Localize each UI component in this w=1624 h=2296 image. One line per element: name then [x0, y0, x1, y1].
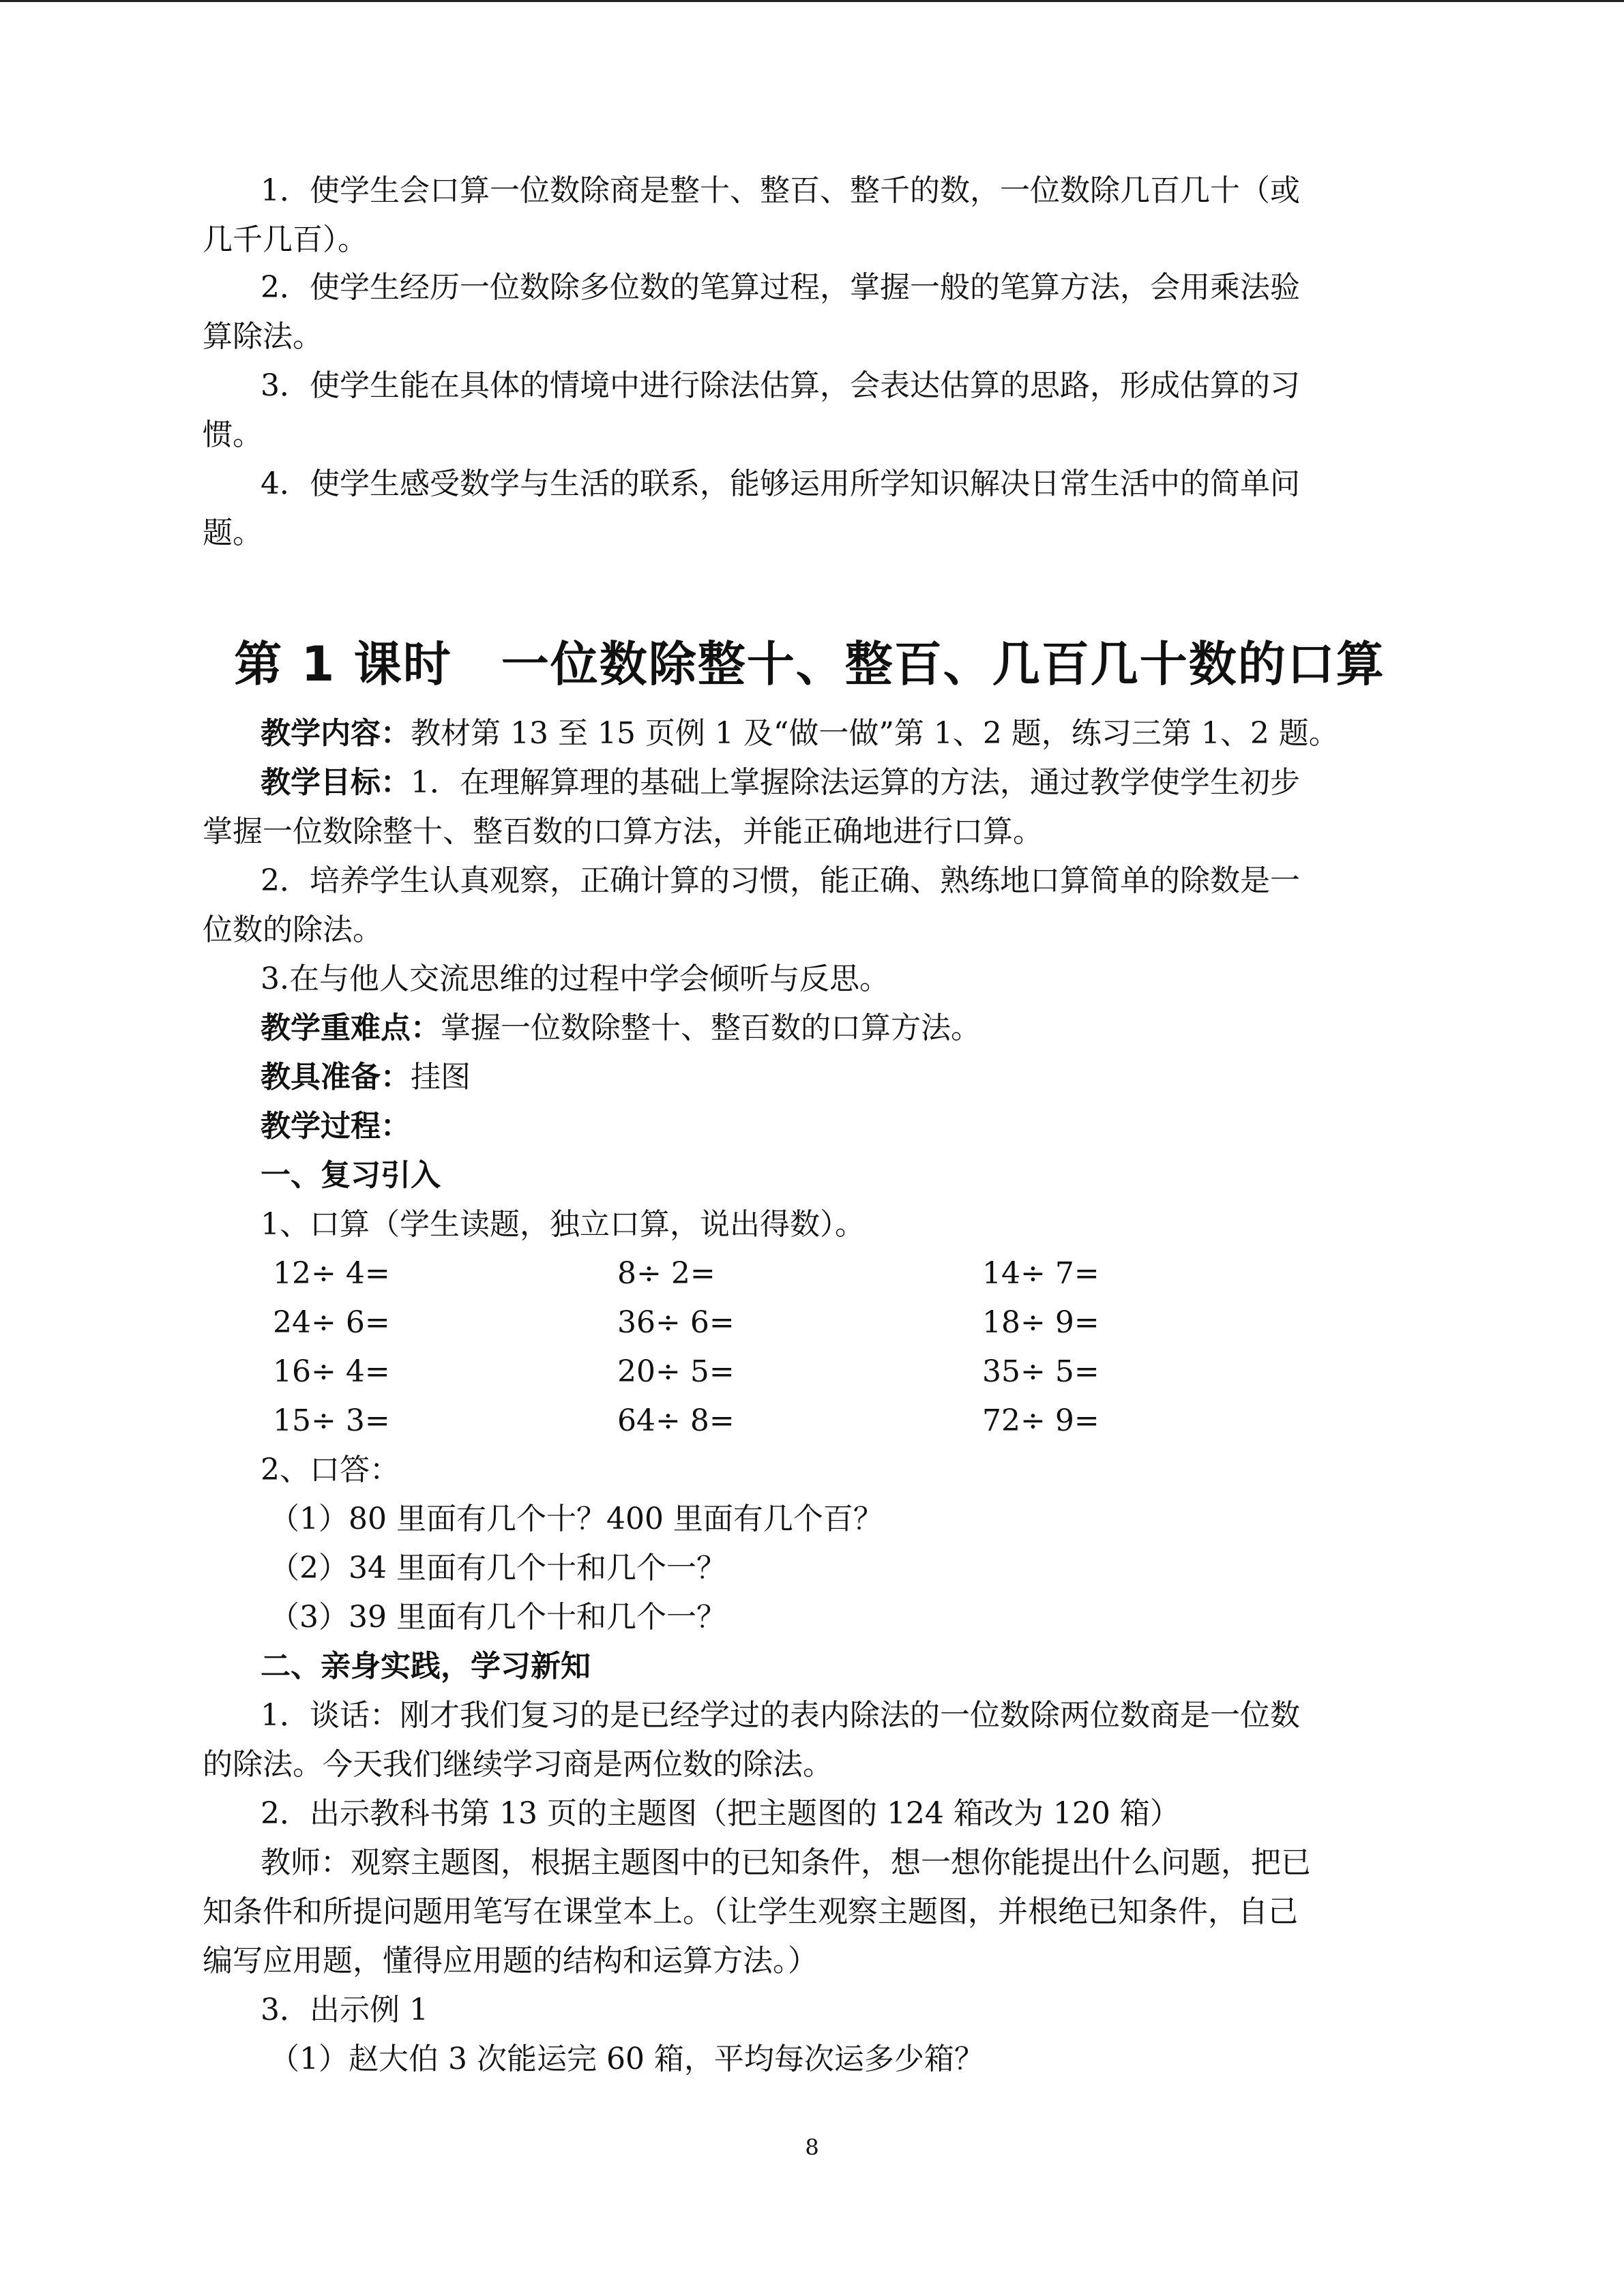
oral-answer-item: （3）39 里面有几个十和几个一？ — [269, 1600, 726, 1635]
key-points — [261, 1004, 1475, 1053]
objective-3-cont: 惯。 — [203, 417, 263, 452]
calc-item: 12÷ 4= — [273, 1256, 390, 1291]
tools-label: 教具准备： — [261, 1060, 411, 1094]
oral-answer-item: （1）80 里面有几个十？400 里面有几个百？ — [269, 1502, 883, 1536]
calc-item: 16÷ 4= — [273, 1354, 390, 1389]
objective-1-cont: 几千几百）。 — [203, 222, 368, 257]
show-theme: 2．出示教科书第 13 页的主题图（把主题图的 124 箱改为 120 箱） — [261, 1796, 1180, 1831]
teaching-goals-line1-cont: 掌握一位数除整十、整百数的口算方法，并能正确地进行口算。 — [203, 814, 1043, 849]
teacher-line-cont: 知条件和所提问题用笔写在课堂本上。（让学生观察主题图，并根绝已知条件，自己 — [203, 1894, 1298, 1929]
oral-calc-intro: 1、口算（学生读题，独立口算，说出得数）。 — [261, 1207, 865, 1242]
teacher-line-cont: 编写应用题，懂得应用题的结构和运算方法。） — [203, 1943, 818, 1978]
calc-item: 24÷ 6= — [273, 1305, 390, 1340]
calc-item: 64÷ 8= — [617, 1403, 735, 1438]
tools — [261, 1053, 1475, 1102]
objective-2: 2．使学生经历一位数除多位数的笔算过程，掌握一般的笔算方法，会用乘法验 — [261, 270, 1300, 305]
teacher-line: 教师：观察主题图，根据主题图中的已知条件，想一想你能提出什么问题，把已 — [261, 1845, 1311, 1880]
talk-line: 1．谈话：刚才我们复习的是已经学过的表内除法的一位数除两位数商是一位数 — [261, 1698, 1300, 1733]
process-label: 教学过程： — [261, 1109, 411, 1144]
oral-answer-label: 2、口答： — [261, 1452, 400, 1487]
calc-item: 14÷ 7= — [982, 1256, 1099, 1291]
oral-answer-item: （2）34 里面有几个十和几个一？ — [269, 1551, 726, 1585]
page-number: 8 — [805, 2134, 819, 2160]
tools-text: 挂图 — [411, 1060, 471, 1094]
calc-item: 36÷ 6= — [617, 1305, 735, 1340]
teaching-content — [261, 709, 1475, 758]
objective-4: 4．使学生感受数学与生活的联系，能够运用所学知识解决日常生活中的简单问 — [261, 466, 1300, 501]
teaching-goals — [261, 758, 1475, 807]
teaching-goals-line2-cont: 位数的除法。 — [203, 912, 383, 947]
section-practice: 二、亲身实践，学习新知 — [261, 1649, 591, 1684]
example-label: 3．出示例 1 — [261, 1993, 428, 2027]
teaching-content-text: 教材第 13 至 15 页例 1 及“做一做”第 1、2 题，练习三第 1、2 题。 — [411, 716, 1339, 751]
talk-line-cont: 的除法。今天我们继续学习商是两位数的除法。 — [203, 1747, 833, 1782]
section-review: 一、复习引入 — [261, 1158, 441, 1193]
lesson-title: 第 1 课时 一位数除整十、整百、几百几十数的口算 — [234, 636, 1385, 692]
teaching-goals-line1: 1．在理解算理的基础上掌握除法运算的方法，通过教学使学生初步 — [411, 765, 1300, 800]
calc-item: 8÷ 2= — [617, 1256, 715, 1291]
calc-item: 72÷ 9= — [982, 1403, 1099, 1438]
example-question: （1）赵大伯 3 次能运完 60 箱，平均每次运多少箱？ — [269, 2042, 984, 2076]
calc-item: 35÷ 5= — [982, 1354, 1099, 1389]
objective-1: 1．使学生会口算一位数除商是整十、整百、整千的数，一位数除几百几十（或 — [261, 173, 1300, 208]
objective-4-cont: 题。 — [203, 516, 263, 550]
key-points-label: 教学重难点： — [261, 1011, 441, 1045]
calc-item: 18÷ 9= — [982, 1305, 1099, 1340]
key-points-text: 掌握一位数除整十、整百数的口算方法。 — [441, 1011, 981, 1045]
objective-2-cont: 算除法。 — [203, 319, 323, 354]
objective-3: 3．使学生能在具体的情境中进行除法估算，会表达估算的思路，形成估算的习 — [261, 368, 1300, 403]
top-border — [0, 0, 1624, 2]
teaching-content-label: 教学内容： — [261, 716, 411, 751]
teaching-goals-line3: 3.在与他人交流思维的过程中学会倾听与反思。 — [261, 961, 889, 996]
teaching-goals-line2: 2．培养学生认真观察，正确计算的习惯，能正确、熟练地口算简单的除数是一 — [261, 863, 1300, 898]
calc-item: 20÷ 5= — [617, 1354, 735, 1389]
calc-item: 15÷ 3= — [273, 1403, 390, 1438]
teaching-goals-label: 教学目标： — [261, 765, 411, 800]
